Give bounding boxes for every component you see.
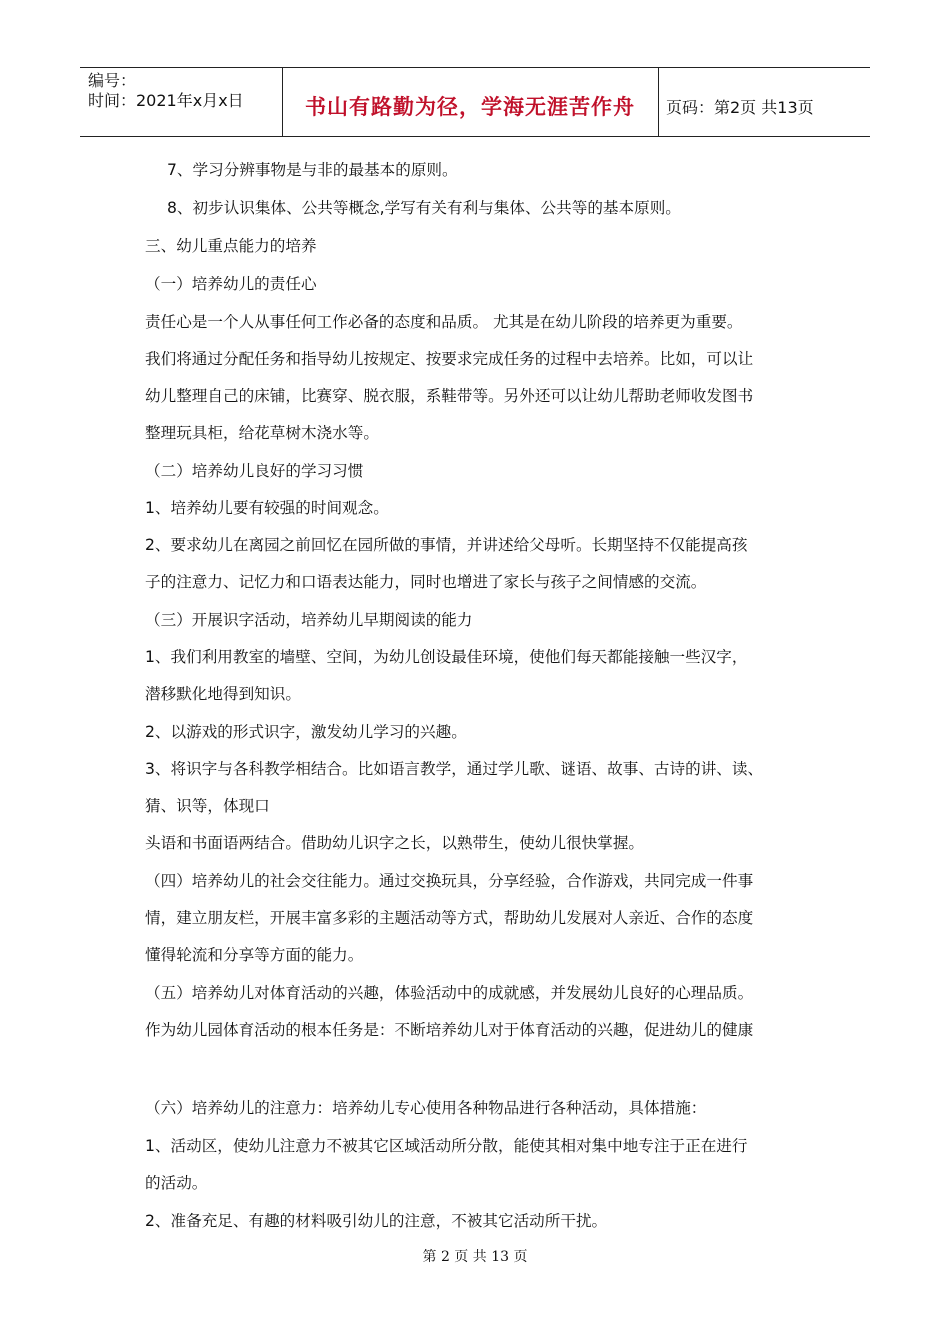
paragraph-line: 子的注意力、记忆力和口语表达能力，同时也增进了家长与孩子之间情感的交流。 [145, 573, 707, 591]
paragraph-line: 1、活动区，使幼儿注意力不被其它区域活动所分散，能使其相对集中地专注于正在进行 [145, 1137, 748, 1155]
paragraph-line: 潜移默化地得到知识。 [145, 685, 301, 703]
paragraph-line: 2、准备充足、有趣的材料吸引幼儿的注意，不被其它活动所干扰。 [145, 1212, 608, 1230]
paragraph-line: （六）培养幼儿的注意力：培养幼儿专心使用各种物品进行各种活动，具体措施： [145, 1099, 707, 1117]
header-table [80, 67, 870, 137]
paragraph-line: 猜、识等，体现口 [145, 797, 270, 815]
paragraph-line: 情，建立朋友栏，开展丰富多彩的主题活动等方式，帮助幼儿发展对人亲近、合作的态度 [145, 909, 754, 927]
paragraph-line: 1、培养幼儿要有较强的时间观念。 [145, 499, 389, 517]
header-left-cell [80, 68, 283, 136]
paragraph-line: 懂得轮流和分享等方面的能力。 [145, 946, 364, 964]
paragraph-line: （一）培养幼儿的责任心 [145, 275, 317, 293]
header-page-number: 页码：第2页 共13页 [666, 98, 814, 117]
paragraph-line: 2、以游戏的形式识字，激发幼儿学习的兴趣。 [145, 723, 467, 741]
paragraph-line: 1、我们利用教室的墙壁、空间，为幼儿创设最佳环境，使他们每天都能接触一些汉字， [145, 648, 748, 666]
paragraph-line: 责任心是一个人从事任何工作必备的态度和品质。 尤其是在幼儿阶段的培养更为重要。 [145, 313, 743, 331]
paragraph-line: 2、要求幼儿在离园之前回忆在园所做的事情，并讲述给父母听。长期坚持不仅能提高孩 [145, 536, 748, 554]
paragraph-line: 我们将通过分配任务和指导幼儿按规定、按要求完成任务的过程中去培养。比如，可以让 [145, 350, 754, 368]
paragraph-line: （五）培养幼儿对体育活动的兴趣，体验活动中的成就感，并发展幼儿良好的心理品质。 [145, 984, 754, 1002]
paragraph-line: 作为幼儿园体育活动的根本任务是：不断培养幼儿对于体育活动的兴趣，促进幼儿的健康 [145, 1021, 754, 1039]
paragraph-line: （二）培养幼儿良好的学习习惯 [145, 462, 364, 480]
paragraph-line: （四）培养幼儿的社会交往能力。通过交换玩具，分享经验，合作游戏，共同完成一件事 [145, 872, 754, 890]
footer-page-number: 第 2 页 共 13 页 [422, 1249, 528, 1265]
paragraph-line: 的活动。 [145, 1174, 208, 1192]
header-motto: 书山有路勤为径，学海无涯苦作舟 [305, 94, 635, 119]
paragraph-line: 3、将识字与各科教学相结合。比如语言教学，通过学儿歌、谜语、故事、古诗的讲、读、 [145, 760, 764, 778]
paragraph-line: 幼儿整理自己的床铺，比赛穿、脱衣服，系鞋带等。另外还可以让幼儿帮助老师收发图书 [145, 387, 754, 405]
document-number-label: 编号： [88, 71, 137, 90]
paragraph-line: （三）开展识字活动，培养幼儿早期阅读的能力 [145, 611, 473, 629]
header-right-cell [658, 68, 870, 136]
paragraph-line: 整理玩具柜，给花草树木浇水等。 [145, 424, 379, 442]
paragraph-line: 7、学习分辨事物是与非的最基本的原则。 [167, 161, 458, 179]
header-middle-cell [282, 68, 659, 136]
paragraph-line: 三、幼儿重点能力的培养 [145, 237, 317, 255]
document-date-label: 时间：2021年x月x日 [88, 91, 244, 110]
paragraph-line: 头语和书面语两结合。借助幼儿识字之长，以熟带生，使幼儿很快掌握。 [145, 834, 645, 852]
paragraph-line: 8、初步认识集体、公共等概念,学写有关有利与集体、公共等的基本原则。 [167, 199, 681, 217]
